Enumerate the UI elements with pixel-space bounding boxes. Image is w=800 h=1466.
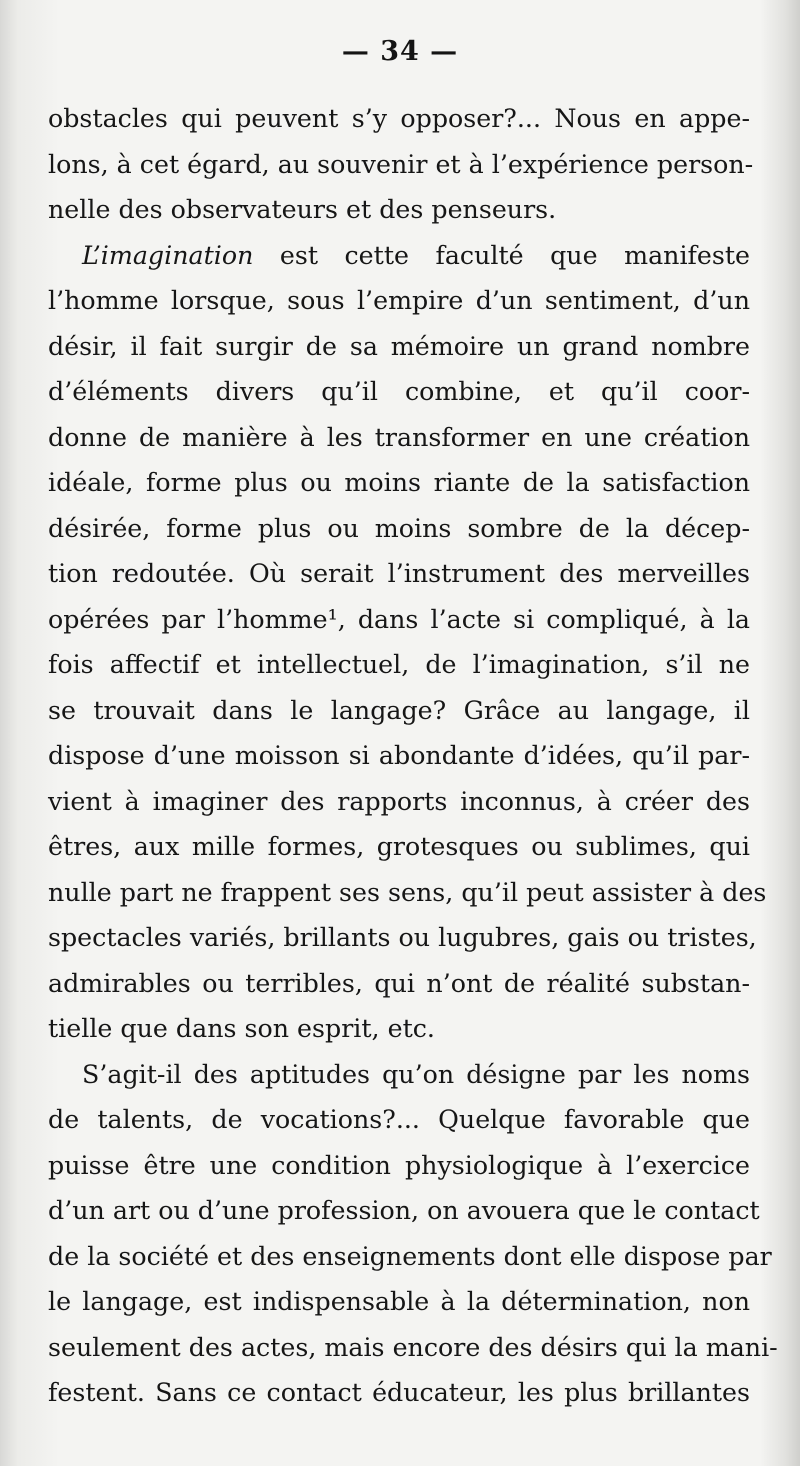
text-line: obstacles qui peuvent s’y opposer?... Nous en appe- <box>48 104 750 133</box>
text-line: dispose d’une moisson si abondante d’idées, qu’il par- <box>48 741 750 770</box>
text-line: d’éléments divers qu’il combine, et qu’il coor- <box>48 377 750 406</box>
text-line: désir, il fait surgir de sa mémoire un grand nombre <box>48 331 750 361</box>
text-line: de talents, de vocations?... Quelque favorable que <box>48 1105 750 1134</box>
text-line-paragraph-start: S’agit-il des aptitudes qu’on désigne par les noms <box>82 1059 750 1089</box>
text-line: spectacles variés, brillants ou lugubres, gais ou tristes, <box>48 923 757 952</box>
text-line: opérées par l’homme¹, dans l’acte si compliqué, à la <box>48 604 750 634</box>
text-line: seulement des actes, mais encore des désirs qui la mani- <box>48 1332 778 1362</box>
italic-term: L’imagination <box>82 240 254 270</box>
text-line: désirée, forme plus ou moins sombre de la décep- <box>48 513 750 543</box>
text-line-paragraph-start <box>48 233 750 279</box>
text-line: nelle des observateurs et des penseurs. <box>48 195 557 224</box>
text-line: êtres, aux mille formes, grotesques ou sublimes, qui <box>48 832 750 861</box>
text-line: festent. Sans ce contact éducateur, les plus brillantes <box>48 1378 750 1407</box>
text-line: le langage, est indispensable à la détermination, non <box>48 1287 750 1316</box>
text-run: est cette faculté que manifeste <box>253 240 750 270</box>
text-line: tion redoutée. Où serait l’instrument des merveilles <box>48 559 750 588</box>
text-line: vient à imaginer des rapports inconnus, à créer des <box>48 786 750 816</box>
text-line: idéale, forme plus ou moins riante de la satisfaction <box>48 468 750 497</box>
text-line: nulle part ne frappent ses sens, qu’il peut assister à des <box>48 877 767 907</box>
text-line: puisse être une condition physiologique à l’exercice <box>48 1150 750 1180</box>
text-line: d’un art ou d’une profession, on avouera que le contact <box>48 1196 760 1225</box>
text-line: tielle que dans son esprit, etc. <box>48 1014 435 1043</box>
text-line: se trouvait dans le langage? Grâce au langage, il <box>48 695 750 725</box>
text-line: donne de manière à les transformer en une création <box>48 422 750 452</box>
text-line: l’homme lorsque, sous l’empire d’un sentiment, d’un <box>48 286 750 315</box>
body-text <box>48 96 778 1416</box>
text-line: admirables ou terribles, qui n’ont de réalité substan- <box>48 968 750 998</box>
text-line: de la société et des enseignements dont elle dispose par <box>48 1241 772 1271</box>
text-line: fois affectif et intellectuel, de l’imagination, s’il ne <box>48 650 750 679</box>
text-line: lons, à cet égard, au souvenir et à l’expérience person- <box>48 149 754 179</box>
page-number: — 34 — <box>341 36 459 67</box>
